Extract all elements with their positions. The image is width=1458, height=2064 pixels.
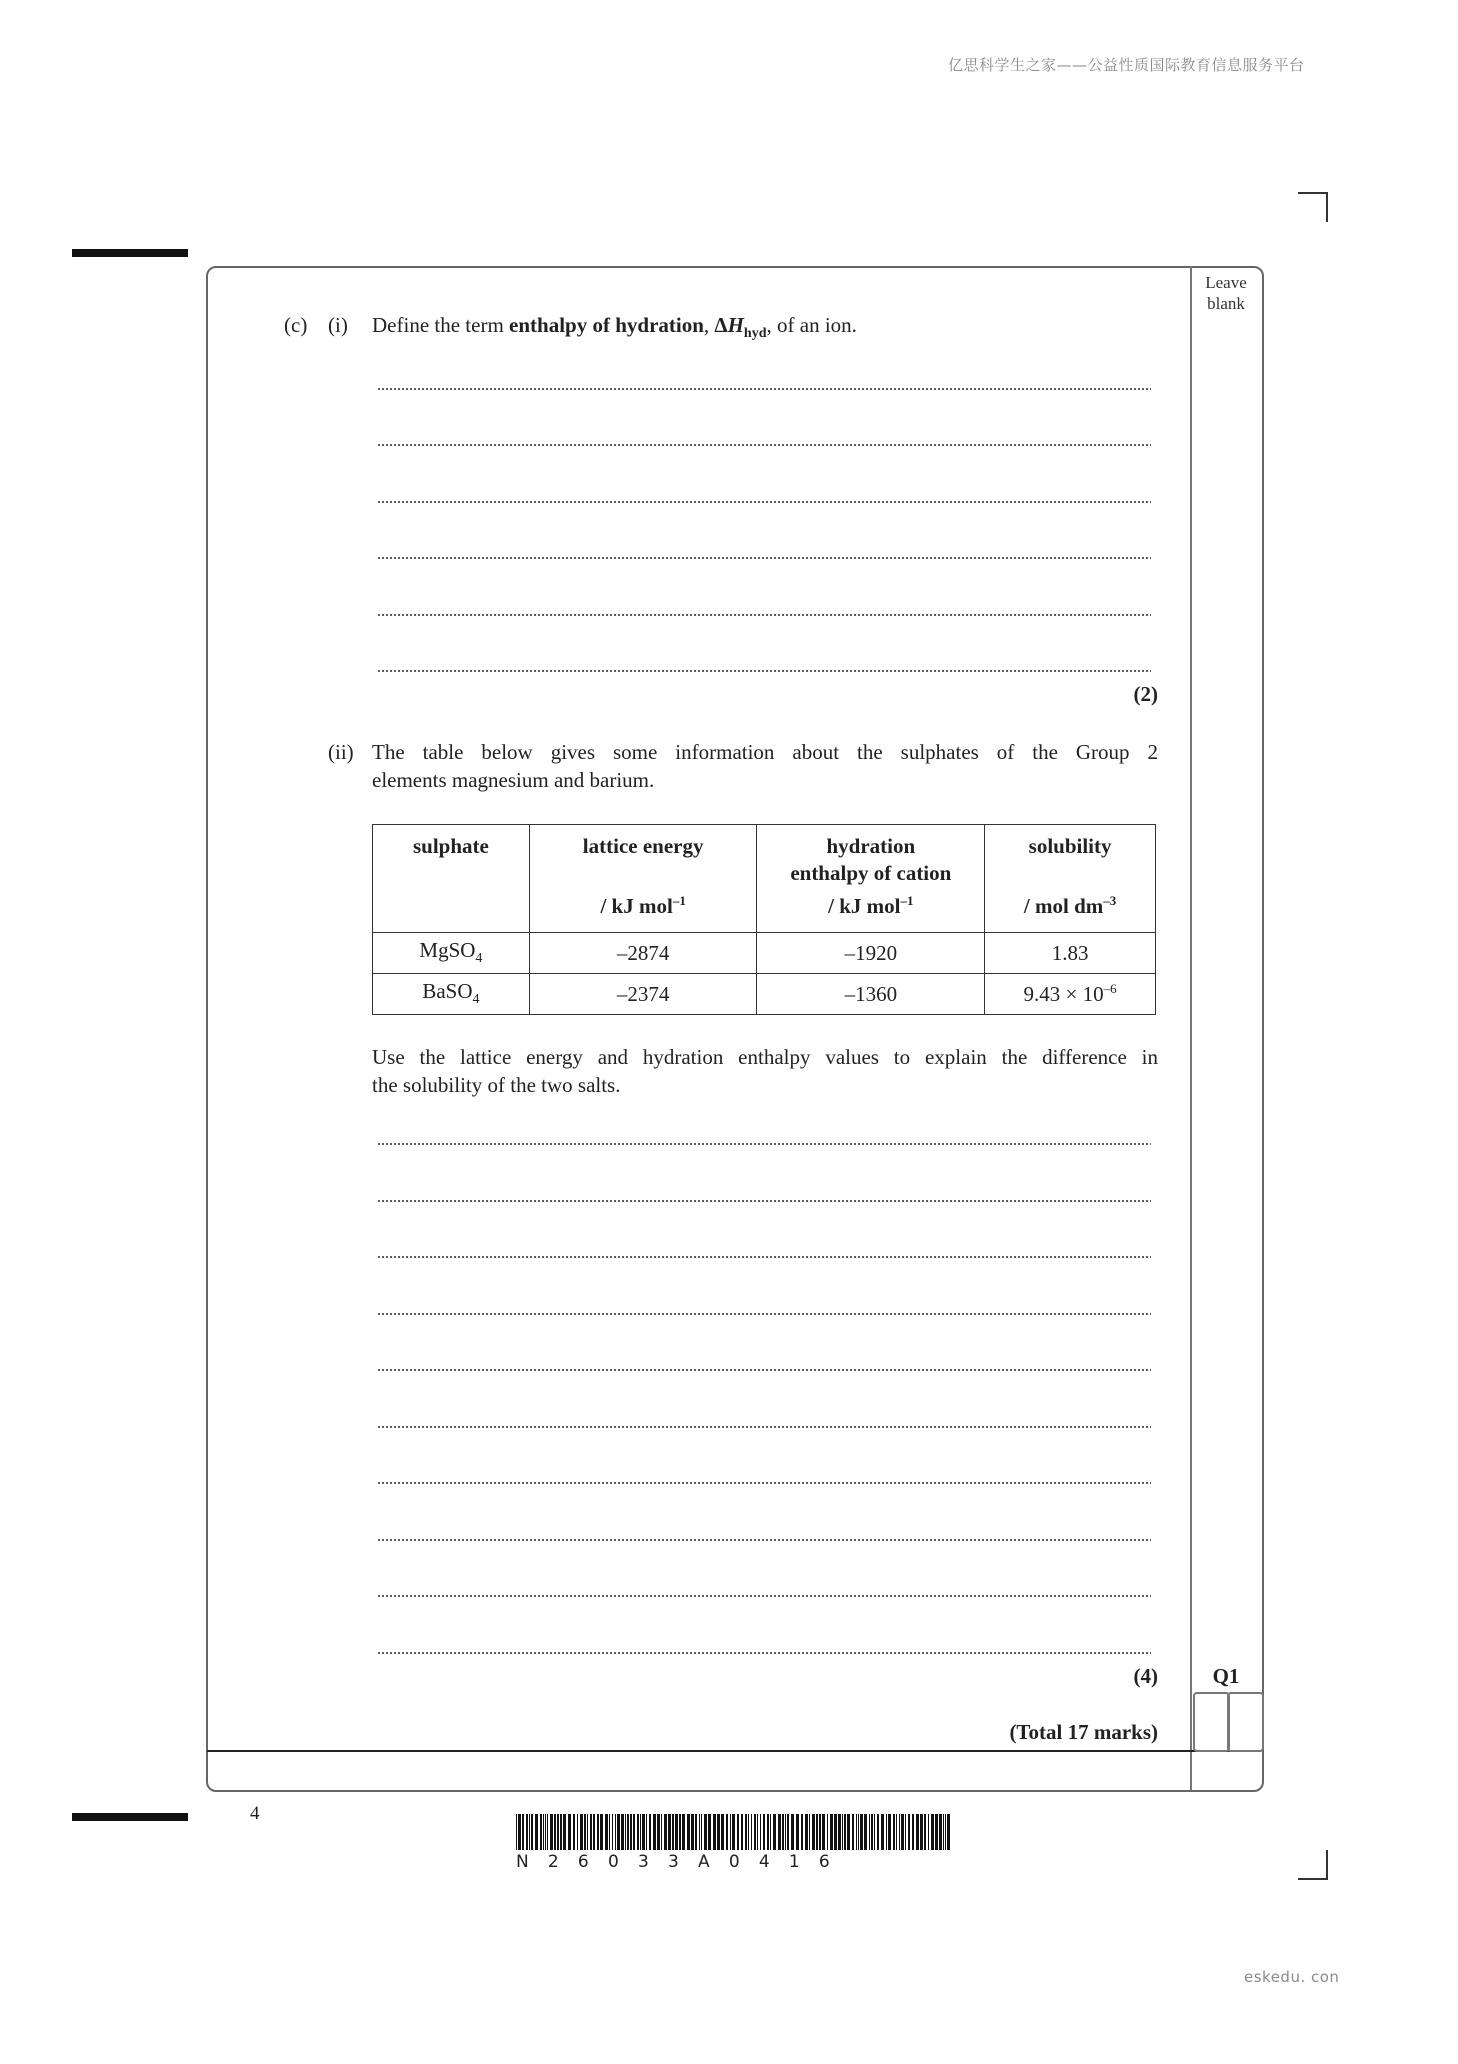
cell-lattice: –2874 — [529, 933, 757, 974]
answer-line[interactable] — [377, 557, 1151, 559]
question-line-1: Use the lattice energy and hydration enthalpy values to explain the difference in — [372, 1045, 1158, 1069]
sulphate-table — [372, 824, 1156, 1015]
margin-bar-bottom — [72, 1813, 188, 1821]
part-label-c: (c) — [284, 313, 308, 337]
cell-hydration: –1360 — [757, 974, 985, 1015]
barcode-digits: N26033A0416 — [516, 1852, 849, 1872]
header-title: sulphate — [412, 834, 489, 858]
footer-site: eskedu. con — [1244, 1968, 1340, 1986]
answer-line[interactable] — [377, 1652, 1151, 1654]
answer-line[interactable] — [377, 1369, 1151, 1371]
cell-formula: BaSO$_4$ — [373, 974, 530, 1015]
prompt-comma: , — [703, 313, 715, 337]
answer-line[interactable] — [377, 1200, 1151, 1202]
header-unit: / mol $dm^{-3}$ — [1023, 893, 1117, 918]
answer-frame — [206, 266, 1264, 1792]
crop-mark-bottom — [1298, 1850, 1328, 1880]
header-unit: / kJ mol$^{-1}$ — [828, 893, 914, 918]
part-label-ii: (ii) — [328, 740, 354, 764]
margin-bar-top — [72, 249, 188, 257]
answer-line[interactable] — [377, 670, 1151, 672]
header-unit: / kJ mol$^{-1}$ — [600, 893, 686, 918]
answer-line[interactable] — [377, 1426, 1151, 1428]
header-title: hydration — [826, 834, 916, 858]
header-hydration-enthalpy — [757, 825, 985, 933]
header-solubility — [985, 825, 1156, 933]
answer-line[interactable] — [377, 1539, 1151, 1541]
header-title-2: enthalpy of cation — [790, 861, 952, 885]
leave-blank-label — [1192, 272, 1260, 314]
intro-line-2: elements magnesium and barium. — [372, 768, 655, 792]
table-row — [373, 974, 1156, 1015]
delta-symbol: Δ — [714, 313, 728, 337]
enthalpy-symbol: H — [727, 313, 744, 337]
question-tag: Q1 — [1212, 1664, 1240, 1688]
mark-box-right[interactable] — [1227, 1692, 1264, 1752]
answer-line[interactable] — [377, 1595, 1151, 1597]
answer-line[interactable] — [377, 444, 1151, 446]
cell-lattice: –2374 — [529, 974, 757, 1015]
part-label-i: (i) — [328, 313, 348, 337]
table-header-row — [373, 825, 1156, 933]
answer-line[interactable] — [377, 1482, 1151, 1484]
total-rule — [207, 1750, 1261, 1752]
answer-line[interactable] — [377, 614, 1151, 616]
question-c-i — [372, 311, 857, 348]
mark-box-left[interactable] — [1193, 1692, 1230, 1752]
page-number: 4 — [250, 1803, 260, 1824]
leave-blank-line2: blank — [1207, 294, 1245, 313]
answer-line[interactable] — [377, 501, 1151, 503]
cell-formula: MgSO$_4$ — [373, 933, 530, 974]
hyd-subscript: hyd — [743, 326, 767, 342]
term-bold: enthalpy of hydration — [509, 313, 704, 337]
cell-hydration: –1920 — [757, 933, 985, 974]
crop-mark-top — [1298, 192, 1328, 222]
header-watermark: 亿思科学生之家——公益性质国际教育信息服务平台 — [948, 56, 1305, 74]
intro-line-1: The table below gives some information about the sulphates of the Group 2 — [372, 740, 1158, 764]
header-title: solubility — [1028, 834, 1112, 858]
header-title: lattice energy — [582, 834, 704, 858]
marks-c-ii: (4) — [1133, 1664, 1158, 1688]
prompt-start: Define the term — [372, 313, 510, 337]
table-row — [373, 933, 1156, 974]
leave-blank-line1: Leave — [1205, 273, 1247, 292]
cell-solubility: $9.43 \times 10^{-6}$ — [985, 974, 1156, 1015]
answer-line[interactable] — [377, 388, 1151, 390]
answer-line[interactable] — [377, 1256, 1151, 1258]
answer-line[interactable] — [377, 1313, 1151, 1315]
header-lattice-energy — [529, 825, 757, 933]
cell-solubility: 1.83 — [985, 933, 1156, 974]
total-marks: (Total 17 marks) — [1009, 1720, 1158, 1744]
prompt-end: , of an ion. — [766, 313, 857, 337]
header-sulphate — [373, 825, 530, 933]
leave-blank-divider — [1190, 266, 1192, 1790]
question-line-2: the solubility of the two salts. — [372, 1073, 621, 1097]
marks-c-i: (2) — [1133, 682, 1158, 706]
answer-line[interactable] — [377, 1143, 1151, 1145]
barcode-icon — [516, 1814, 952, 1850]
